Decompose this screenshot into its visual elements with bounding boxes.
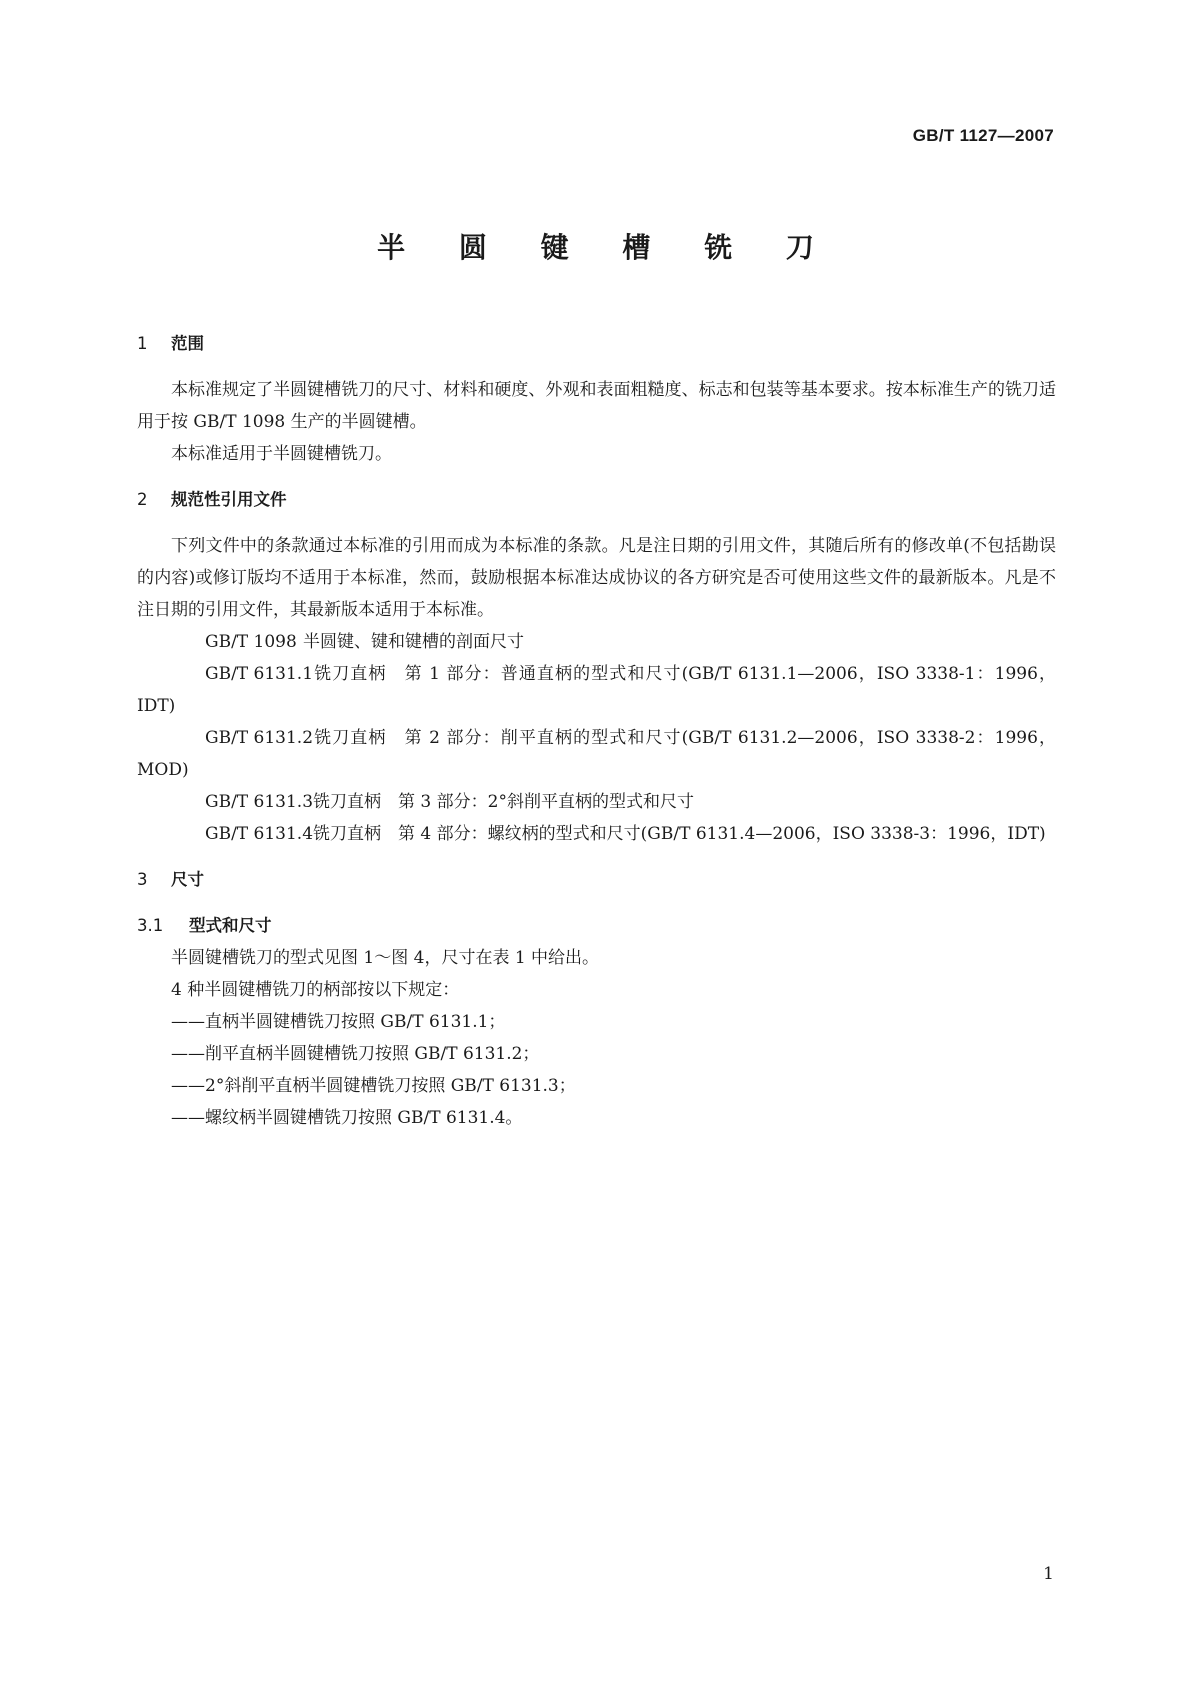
subsection-title: 型式和尺寸 bbox=[189, 916, 272, 935]
scope-paragraph-2: 本标准适用于半圆键槽铣刀。 bbox=[171, 444, 392, 464]
section-number: 3 bbox=[137, 870, 148, 889]
shank-list-item: ——直柄半圆键槽铣刀按照 GB/T 6131.1； bbox=[171, 1012, 506, 1032]
shank-list-item: ——2°斜削平直柄半圆键槽铣刀按照 GB/T 6131.3； bbox=[171, 1076, 576, 1096]
type-dimension-paragraph-1: 半圆键槽铣刀的型式见图 1～图 4，尺寸在表 1 中给出。 bbox=[171, 948, 600, 968]
standard-number: GB/T 1127—2007 bbox=[912, 126, 1054, 145]
scope-paragraph-1: 本标准规定了半圆键槽铣刀的尺寸、材料和硬度、外观和表面粗糙度、标志和包装等基本要求。按本标准生产的铣刀适用于按 GB/T 1098 生产的半圆键槽。 bbox=[137, 380, 1056, 432]
reference-item bbox=[137, 818, 1056, 850]
reference-item bbox=[137, 626, 1056, 658]
reference-text: 铣刀直柄 第 4 部分：螺纹柄的型式和尺寸(GB/T 6131.4—2006，ISO 3338-3：1996，IDT) bbox=[313, 824, 1046, 844]
reference-item bbox=[137, 786, 1056, 818]
reference-code: GB/T 6131.1 bbox=[205, 664, 314, 684]
shank-list-item: ——削平直柄半圆键槽铣刀按照 GB/T 6131.2； bbox=[171, 1044, 540, 1064]
section-number: 1 bbox=[137, 334, 148, 353]
reference-text: 半圆键、键和键槽的剖面尺寸 bbox=[303, 632, 524, 652]
reference-item bbox=[137, 722, 1056, 786]
reference-code: GB/T 6131.2 bbox=[205, 728, 314, 748]
section-2-heading bbox=[137, 484, 1056, 516]
reference-code: GB/T 6131.3 bbox=[205, 792, 314, 812]
reference-code: GB/T 6131.4 bbox=[205, 824, 314, 844]
reference-text: 铣刀直柄 第 3 部分：2°斜削平直柄的型式和尺寸 bbox=[313, 792, 694, 812]
section-title: 尺寸 bbox=[171, 870, 204, 889]
reference-item bbox=[137, 658, 1056, 722]
document-title: 半 圆 键 槽 铣 刀 bbox=[377, 231, 836, 264]
subsection-number: 3.1 bbox=[137, 916, 164, 935]
page-number: 1 bbox=[1043, 1564, 1054, 1584]
shank-list-item: ——螺纹柄半圆键槽铣刀按照 GB/T 6131.4。 bbox=[171, 1108, 523, 1128]
normative-references-intro: 下列文件中的条款通过本标准的引用而成为本标准的条款。凡是注日期的引用文件，其随后所有的修改单(不包括勘误的内容)或修订版均不适用于本标准，然而，鼓励根据本标准达成协议的各方研究是否可使用这些文件的最新版本。凡是不注日期的引用文件，其最新版本适用于本标准。 bbox=[137, 536, 1056, 620]
document-body bbox=[137, 328, 1056, 1134]
section-title: 规范性引用文件 bbox=[171, 490, 287, 509]
subsection-3-1-heading bbox=[137, 910, 1056, 942]
section-number: 2 bbox=[137, 490, 148, 509]
reference-code: GB/T 1098 bbox=[205, 632, 297, 652]
section-3-heading bbox=[137, 864, 1056, 896]
reference-text: 铣刀直柄 第 1 部分：普通直柄的型式和尺寸(GB/T 6131.1—2006，ISO 3338-1：1996，IDT) bbox=[137, 664, 1056, 716]
reference-text: 铣刀直柄 第 2 部分：削平直柄的型式和尺寸(GB/T 6131.2—2006，ISO 3338-2：1996，MOD) bbox=[137, 728, 1056, 780]
section-title: 范围 bbox=[171, 334, 204, 353]
type-dimension-paragraph-2: 4 种半圆键槽铣刀的柄部按以下规定： bbox=[171, 980, 460, 1000]
section-1-heading bbox=[137, 328, 1056, 360]
